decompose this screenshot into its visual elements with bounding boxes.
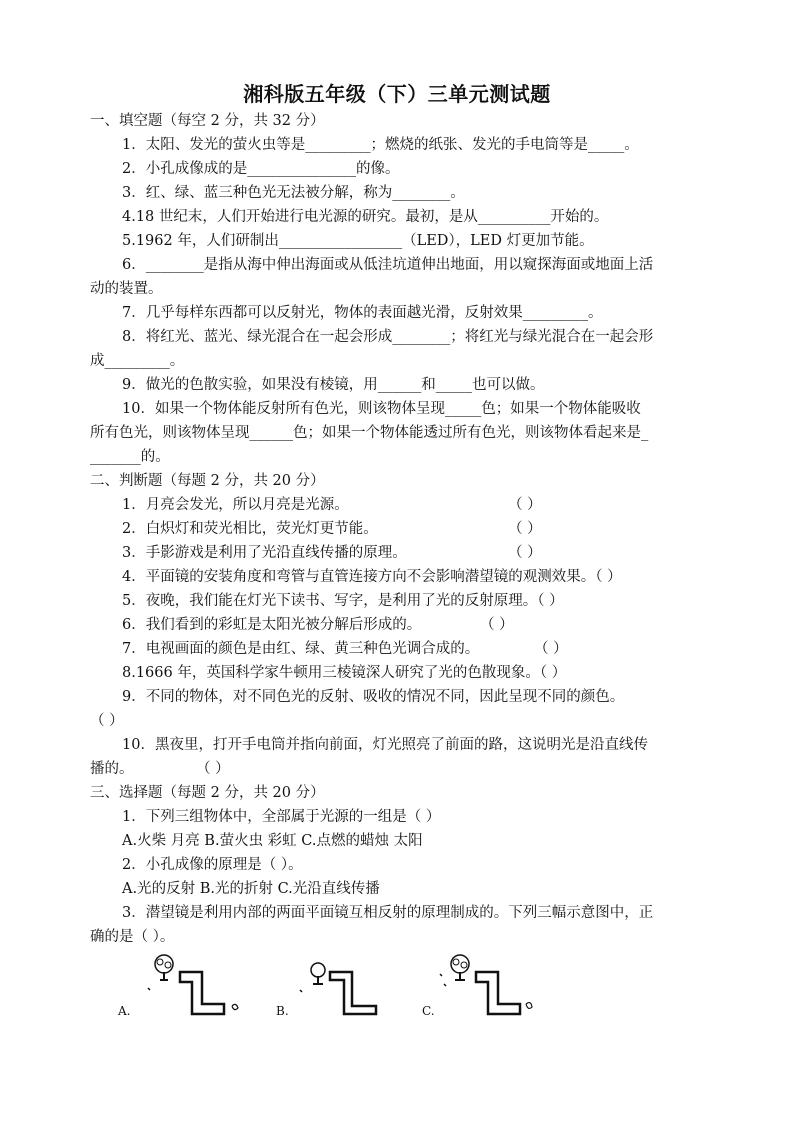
question-text: 4.18 世纪末，人们开始进行电光源的研究。最初，是从__________开始的。 — [122, 209, 609, 225]
answer-paren: （ ） — [534, 641, 568, 657]
answer-paren: （ ） — [196, 761, 230, 777]
question-text: 9．做光的色散实验，如果没有棱镜，用______和_____也可以做。 — [122, 377, 545, 393]
question-text: 6．我们看到的彩虹是太阳光被分解后形成的。 — [122, 617, 422, 633]
question-text: 3．手影游戏是利用了光沿直线传播的原理。 — [122, 545, 407, 561]
question-text: 7．几乎每样东西都可以反射光，物体的表面越光滑，反射效果_________。 — [122, 305, 603, 321]
section-heading-fill-blank: 一、填空题（每空 2 分，共 32 分） — [90, 113, 325, 129]
question-text: 5.1962 年，人们研制出_________________（LED），LED 灯更加节能。 — [122, 233, 594, 249]
periscope-diagram-b — [294, 960, 394, 1020]
section-heading-multiple-choice: 三、选择题（每题 2 分，共 20 分） — [90, 785, 325, 801]
answer-paren: （ ） — [508, 545, 542, 561]
question-text: 10．如果一个物体能反射所有色光，则该物体呈现_____色；如果一个物体能吸收 — [122, 401, 641, 417]
question-text: 2．小孔成像的原理是（ ）。 — [122, 857, 303, 873]
question-text: 2．小孔成像成的是_______________的像。 — [122, 161, 400, 177]
question-text: 2．白炽灯和荧光相比，荧光灯更节能。 — [122, 521, 378, 537]
question-text: 8．将红光、蓝光、绿光混合在一起会形成________；将红光与绿光混合在一起会形 — [122, 329, 654, 345]
question-text: 1．太阳、发光的萤火虫等是_________；燃烧的纸张、发光的手电筒等是_____。 — [122, 137, 639, 153]
question-text: 1．月亮会发光，所以月亮是光源。 — [122, 497, 349, 513]
answer-paren: （ ） — [90, 713, 124, 729]
question-text: _______的。 — [90, 449, 170, 465]
periscope-diagram-a — [140, 952, 250, 1018]
question-text: 8.1666 年，英国科学家牛顿用三棱镜深人研究了光的色散现象。（ ） — [122, 665, 567, 681]
question-text: 成_________。 — [90, 353, 185, 369]
page-title: 湘科版五年级（下）三单元测试题 — [243, 82, 551, 106]
answer-paren: （ ） — [508, 497, 542, 513]
question-text: 3．潜望镜是利用内部的两面平面镜互相反射的原理制成的。下列三幅示意图中，正 — [122, 905, 654, 921]
answer-options: A.火柴 月亮 B.萤火虫 彩虹 C.点燃的蜡烛 太阳 — [122, 833, 423, 849]
question-text: 5．夜晚，我们能在灯光下读书、写字，是利用了光的反射原理。（ ） — [122, 593, 564, 609]
question-text: 动的装置。 — [90, 281, 163, 297]
question-text: 1．下列三组物体中，全部属于光源的一组是（ ） — [122, 809, 441, 825]
question-text: 9．不同的物体，对不同色光的反射、吸收的情况不同，因此呈现不同的颜色。 — [122, 689, 625, 705]
question-text: 播的。 — [90, 761, 134, 777]
question-text: 10．黑夜里，打开手电筒并指向前面，灯光照亮了前面的路，这说明光是沿直线传 — [122, 737, 648, 753]
figure-label-b: B. — [276, 1004, 289, 1018]
periscope-diagram-c — [434, 952, 544, 1018]
question-text: 3．红、绿、蓝三种色光无法被分解，称为________。 — [122, 185, 465, 201]
question-text: 所有色光，则该物体呈现______色；如果一个物体能透过所有色光，则该物体看起来是_ — [90, 425, 649, 441]
question-text: 7．电视画面的颜色是由红、绿、黄三种色光调合成的。 — [122, 641, 480, 657]
question-text: 确的是（ ）。 — [90, 929, 175, 945]
figure-label-c: C. — [422, 1004, 435, 1018]
answer-paren: （ ） — [480, 617, 514, 633]
figure-label-a: A. — [118, 1004, 131, 1018]
answer-paren: （ ） — [508, 521, 542, 537]
question-text: 4．平面镜的安装角度和弯管与直管连接方向不会影响潜望镜的观测效果。（ ） — [122, 569, 622, 585]
question-text: 6．________是指从海中伸出海面或从低洼坑道伸出地面，用以窥探海面或地面上活 — [122, 257, 654, 273]
section-heading-true-false: 二、判断题（每题 2 分，共 20 分） — [90, 473, 325, 489]
answer-options: A.光的反射 B.光的折射 C.光沿直线传播 — [122, 881, 380, 897]
